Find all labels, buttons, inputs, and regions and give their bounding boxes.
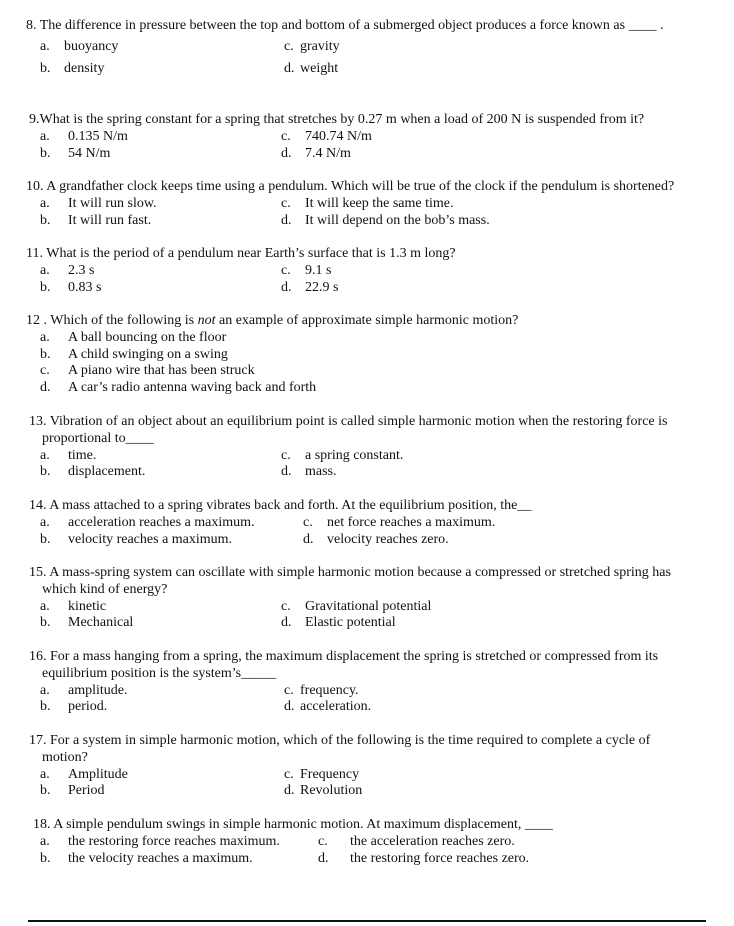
option-b xyxy=(40,615,133,632)
question-stem-continued: motion? xyxy=(42,750,88,765)
option-letter: b. xyxy=(40,699,51,714)
option-b xyxy=(40,146,110,163)
option-text: 9.1 s xyxy=(305,263,332,278)
option-a xyxy=(40,196,157,213)
question-stem: 11. What is the period of a pendulum near Earth’s surface that is 1.3 m long? xyxy=(26,246,456,261)
option-text: 0.83 s xyxy=(68,280,102,295)
option-text: 740.74 N/m xyxy=(305,129,372,144)
option-letter: b. xyxy=(40,783,51,798)
option-text: Gravitational potential xyxy=(305,599,432,614)
option-text: gravity xyxy=(300,39,340,54)
question-stem-continued: equilibrium position is the system’s_____ xyxy=(42,666,277,681)
option-text: net force reaches a maximum. xyxy=(327,515,496,530)
option-letter: b. xyxy=(40,532,51,547)
option-text: the restoring force reaches zero. xyxy=(350,851,530,866)
option-text: time. xyxy=(68,448,97,463)
option-c xyxy=(281,263,331,280)
option-letter: d. xyxy=(284,699,295,714)
option-text: It will keep the same time. xyxy=(305,196,454,211)
question-stem: 18. A simple pendulum swings in simple harmonic motion. At maximum displacement, ____ xyxy=(33,817,553,832)
option-text: the velocity reaches a maximum. xyxy=(68,851,253,866)
option-letter: b. xyxy=(40,615,51,630)
option-letter: a. xyxy=(40,39,50,54)
option-letter: a. xyxy=(40,330,50,345)
stem-part: an example of approximate simple harmonic motion? xyxy=(215,313,519,328)
option-letter: d. xyxy=(40,380,51,395)
question-stem: 13. Vibration of an object about an equilibrium point is called simple harmonic motion when the restoring force is xyxy=(29,414,668,429)
option-letter: a. xyxy=(40,599,50,614)
option-d xyxy=(303,532,449,549)
option-text: 2.3 s xyxy=(68,263,95,278)
option-letter: c. xyxy=(318,834,328,849)
option-letter: b. xyxy=(40,146,51,161)
option-c xyxy=(281,599,431,616)
option-d xyxy=(281,146,351,163)
option-c xyxy=(284,39,340,56)
option-letter: c. xyxy=(281,263,291,278)
question-stem: 16. For a mass hanging from a spring, the maximum displacement the spring is stretched or compressed from its xyxy=(29,649,659,664)
option-text: 0.135 N/m xyxy=(68,129,128,144)
option-letter: c. xyxy=(284,767,294,782)
option-text: A piano wire that has been struck xyxy=(68,363,255,378)
option-a xyxy=(40,599,106,616)
option-text: Elastic potential xyxy=(305,615,396,630)
option-text: mass. xyxy=(305,464,337,479)
option-letter: b. xyxy=(40,213,51,228)
option-c xyxy=(284,683,359,700)
option-c xyxy=(281,196,454,213)
option-letter: d. xyxy=(281,615,292,630)
question-stem: 14. A mass attached to a spring vibrates back and forth. At the equilibrium position, the__ xyxy=(29,498,532,513)
option-b xyxy=(40,851,253,868)
option-text: Amplitude xyxy=(68,767,128,782)
option-letter: d. xyxy=(284,783,295,798)
option-d xyxy=(318,851,529,868)
footer-rule xyxy=(28,920,706,922)
option-b xyxy=(40,532,232,549)
option-letter: c. xyxy=(281,196,291,211)
option-d xyxy=(281,213,490,230)
option-text: density xyxy=(64,61,105,76)
option-text: velocity reaches a maximum. xyxy=(68,532,233,547)
option-letter: d. xyxy=(281,464,292,479)
option-letter: b. xyxy=(40,61,51,76)
option-a xyxy=(40,683,128,700)
question-stem: 8. The difference in pressure between the top and bottom of a submerged object produces a force known as ____ . xyxy=(26,18,664,33)
option-letter: d. xyxy=(281,280,292,295)
question-stem xyxy=(26,313,518,330)
option-letter: d. xyxy=(303,532,314,547)
option-letter: d. xyxy=(318,851,329,866)
question-stem-continued: which kind of energy? xyxy=(42,582,168,597)
option-c xyxy=(303,515,495,532)
option-d xyxy=(281,280,338,297)
option-letter: a. xyxy=(40,129,50,144)
option-b xyxy=(40,61,104,78)
option-text: the restoring force reaches maximum. xyxy=(68,834,280,849)
option-text: buoyancy xyxy=(64,39,119,54)
option-c xyxy=(281,129,372,146)
option-text: amplitude. xyxy=(68,683,128,698)
option-text: period. xyxy=(68,699,108,714)
option-letter: d. xyxy=(281,213,292,228)
option-letter: c. xyxy=(281,599,291,614)
option-text: 7.4 N/m xyxy=(305,146,351,161)
option-text: 54 N/m xyxy=(68,146,111,161)
option-letter: c. xyxy=(281,129,291,144)
stem-part: 12 . Which of the following is xyxy=(26,313,198,328)
option-letter: a. xyxy=(40,834,50,849)
option-d xyxy=(284,699,371,716)
option-a xyxy=(40,330,226,347)
question-stem-continued: proportional to____ xyxy=(42,431,154,446)
option-c xyxy=(281,448,403,465)
option-text: displacement. xyxy=(68,464,146,479)
question-stem: 9.What is the spring constant for a spring that stretches by 0.27 m when a load of 200 N is suspended from it? xyxy=(29,112,645,127)
option-text: Mechanical xyxy=(68,615,134,630)
option-a xyxy=(40,834,280,851)
option-b xyxy=(40,347,228,364)
option-c xyxy=(40,363,255,380)
option-text: 22.9 s xyxy=(305,280,339,295)
option-letter: d. xyxy=(284,61,295,76)
question-stem: 10. A grandfather clock keeps time using a pendulum. Which will be true of the clock if the pendulum is shortened? xyxy=(26,179,675,194)
option-letter: c. xyxy=(284,39,294,54)
option-letter: c. xyxy=(281,448,291,463)
option-d xyxy=(284,783,362,800)
option-letter: b. xyxy=(40,464,51,479)
option-text: velocity reaches zero. xyxy=(327,532,449,547)
option-text: It will depend on the bob’s mass. xyxy=(305,213,490,228)
option-a xyxy=(40,448,96,465)
option-a xyxy=(40,263,94,280)
option-a xyxy=(40,515,255,532)
option-text: the acceleration reaches zero. xyxy=(350,834,515,849)
option-letter: a. xyxy=(40,515,50,530)
option-text: Frequency xyxy=(300,767,360,782)
option-d xyxy=(281,615,396,632)
option-letter: a. xyxy=(40,448,50,463)
option-letter: b. xyxy=(40,347,51,362)
option-a xyxy=(40,767,128,784)
option-b xyxy=(40,464,145,481)
option-text: A car’s radio antenna waving back and forth xyxy=(68,380,317,395)
option-a xyxy=(40,39,118,56)
option-text: Period xyxy=(68,783,105,798)
option-letter: a. xyxy=(40,196,50,211)
option-letter: c. xyxy=(40,363,50,378)
option-letter: a. xyxy=(40,683,50,698)
option-text: acceleration reaches a maximum. xyxy=(68,515,255,530)
option-text: kinetic xyxy=(68,599,107,614)
option-b xyxy=(40,783,105,800)
option-d xyxy=(40,380,316,397)
option-b xyxy=(40,699,107,716)
option-letter: b. xyxy=(40,280,51,295)
option-c xyxy=(284,767,359,784)
option-text: It will run slow. xyxy=(68,196,157,211)
option-letter: b. xyxy=(40,851,51,866)
option-letter: c. xyxy=(284,683,294,698)
option-letter: a. xyxy=(40,263,50,278)
option-text: frequency. xyxy=(300,683,359,698)
stem-emphasis: not xyxy=(197,313,216,328)
option-letter: d. xyxy=(281,146,292,161)
option-text: Revolution xyxy=(300,783,363,798)
option-text: acceleration. xyxy=(300,699,372,714)
option-text: It will run fast. xyxy=(68,213,152,228)
question-stem: 17. For a system in simple harmonic motion, which of the following is the time required to complete a cycle of xyxy=(29,733,651,748)
option-a xyxy=(40,129,128,146)
question-stem: 15. A mass-spring system can oscillate with simple harmonic motion because a compressed or stretched spring has xyxy=(29,565,671,580)
option-c xyxy=(318,834,515,851)
option-d xyxy=(284,61,338,78)
option-text: A child swinging on a swing xyxy=(68,347,228,362)
option-text: weight xyxy=(300,61,339,76)
option-letter: a. xyxy=(40,767,50,782)
option-b xyxy=(40,280,101,297)
option-text: A ball bouncing on the floor xyxy=(68,330,227,345)
option-letter: c. xyxy=(303,515,313,530)
option-d xyxy=(281,464,337,481)
option-b xyxy=(40,213,151,230)
option-text: a spring constant. xyxy=(305,448,404,463)
